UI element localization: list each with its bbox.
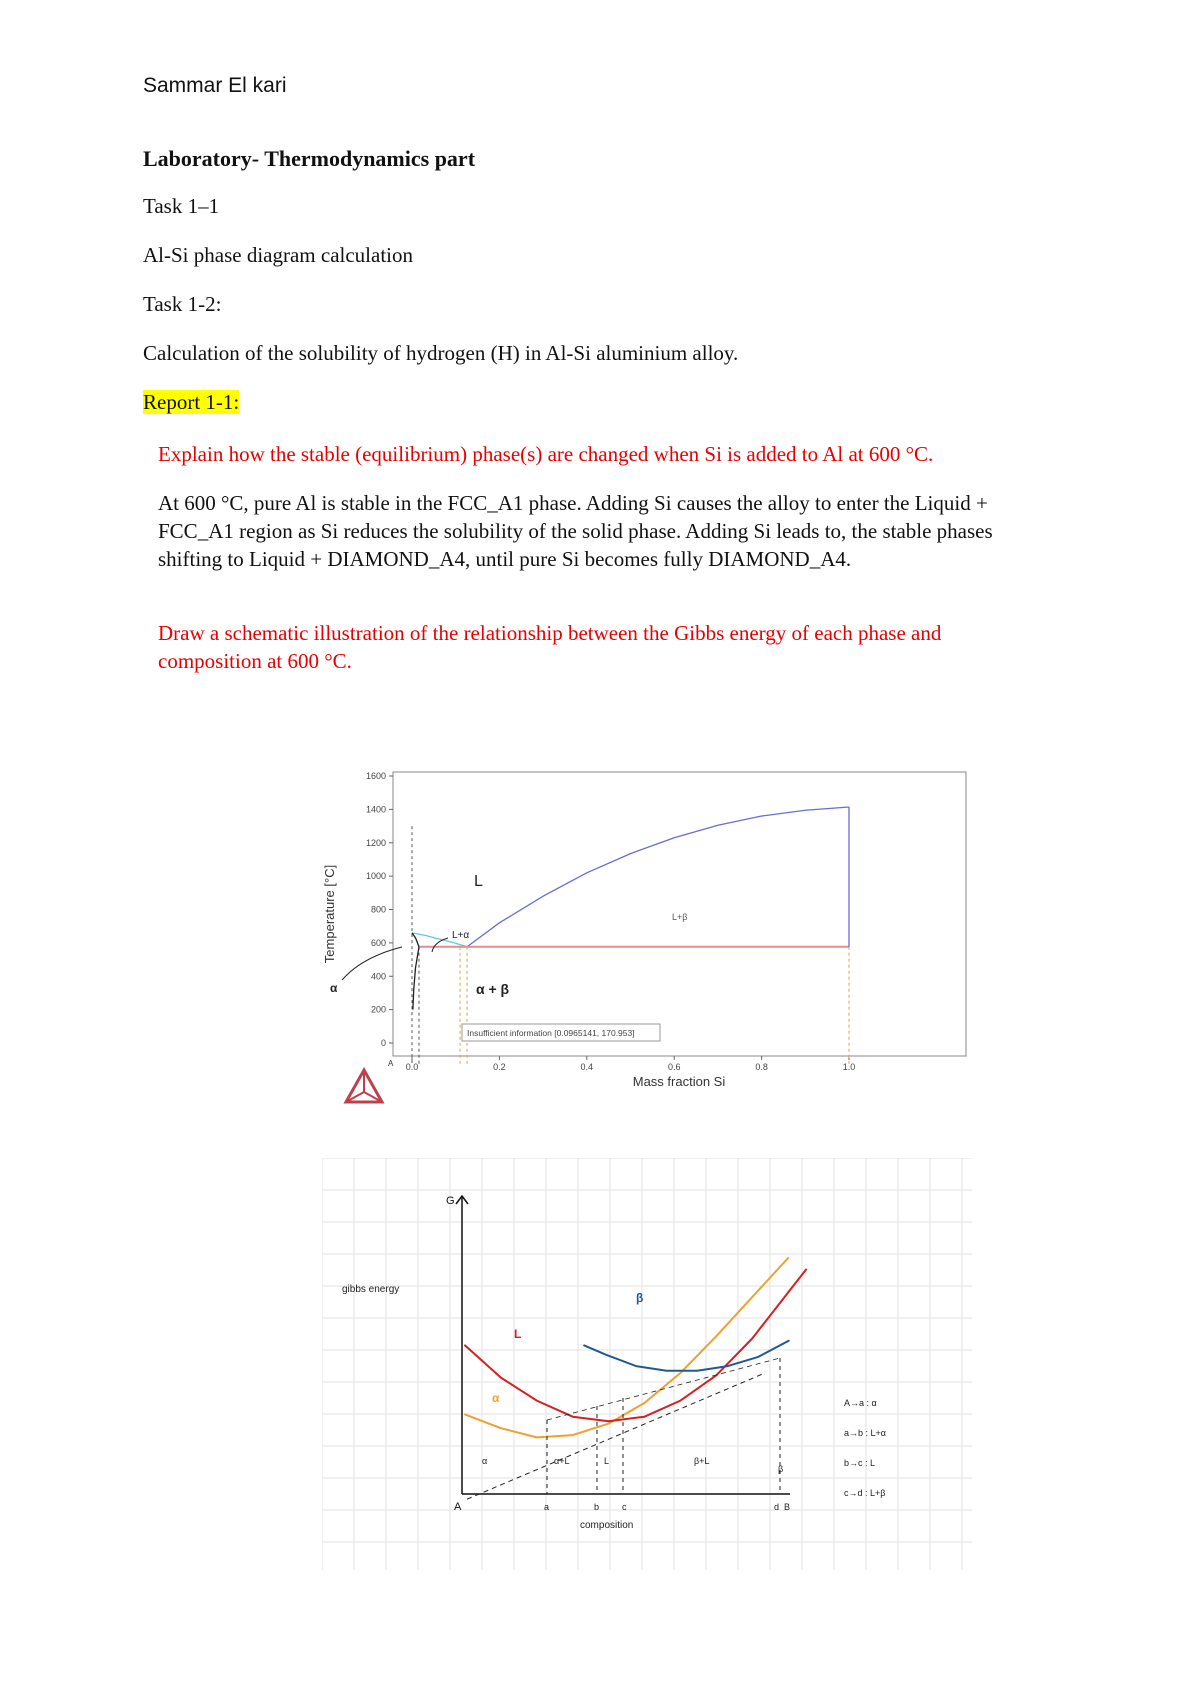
gibbs-y-label: gibbs energy <box>342 1284 400 1295</box>
region-alpha: α <box>482 1456 488 1466</box>
region-label-liquid: L <box>474 873 483 890</box>
legend-line-2: a→b : L+α <box>844 1428 886 1438</box>
question-1: Explain how the stable (equilibrium) phase(s) are changed when Si is added to Al at 600 °C. <box>158 442 934 466</box>
task-1-1-title: Task 1–1 <box>143 194 220 218</box>
author-name: Sammar El kari <box>143 74 287 97</box>
x-tick-label: 0.0 <box>405 1062 419 1072</box>
task-1-2-title: Task 1-2: <box>143 292 222 316</box>
report-label-highlight: Report 1-1: <box>143 390 240 414</box>
curve-label-beta: β <box>636 1291 644 1305</box>
region-label-alpha-beta: α + β <box>476 981 510 997</box>
gibbs-x-tick-d: d <box>774 1502 780 1512</box>
y-tick-label: 1600 <box>365 771 386 781</box>
y-tick-label: 800 <box>370 904 386 915</box>
gibbs-origin-label: A <box>454 1501 462 1513</box>
y-tick-label: 400 <box>370 971 386 982</box>
region-label-l-beta: L+β <box>672 912 688 922</box>
task-1-2-description: Calculation of the solubility of hydrogen (H) in Al-Si aluminium alloy. <box>143 341 739 365</box>
region-label-alpha: α <box>330 981 338 995</box>
info-box-text: Insufficient information [0.0965141, 170.953] <box>467 1028 635 1038</box>
y-tick-label: 600 <box>370 937 386 948</box>
phase-y-axis-label: Temperature [°C] <box>322 864 337 964</box>
gibbs-figure-background <box>322 1158 972 1570</box>
gibbs-x-tick-a: a <box>544 1502 550 1512</box>
y-tick-label: 1400 <box>365 804 386 815</box>
gibbs-x-label: composition <box>580 1520 634 1531</box>
legend-line-3: b→c : L <box>844 1458 876 1468</box>
x-tick-label: 0.4 <box>580 1062 594 1072</box>
y-tick-label: 1200 <box>365 837 386 848</box>
region-beta: β <box>778 1464 784 1474</box>
curve-label-L: L <box>514 1327 522 1341</box>
region-label-l-alpha: L+α <box>452 930 470 941</box>
x-tick-label: 0.6 <box>667 1062 681 1072</box>
gibbs-y-axis-letter: G <box>446 1195 455 1207</box>
phase-diagram-figure <box>322 762 972 1112</box>
report-label <box>143 390 239 415</box>
curve-label-alpha: α <box>492 1391 500 1405</box>
question-2: Draw a schematic illustration of the relationship between the Gibbs energy of each phase and composition at 600 °C. <box>158 621 942 673</box>
gibbs-energy-figure <box>322 1158 972 1570</box>
task-1-1-description: Al-Si phase diagram calculation <box>143 243 413 267</box>
x-tick-label: 1.0 <box>842 1062 856 1072</box>
gibbs-x-tick-b: b <box>594 1502 600 1512</box>
phase-x-axis-label: Mass fraction Si <box>632 1074 726 1089</box>
y-tick-label: 200 <box>370 1004 386 1015</box>
answer-1: At 600 °C, pure Al is stable in the FCC_A1 phase. Adding Si causes the alloy to enter the Liquid + FCC_A1 region as Si reduces the solubility of the solid phase. Adding Si leads to, the stable phases shifting to Liquid + DIAMOND_A4, until pure Si becomes fully DIAMOND_A4. <box>158 491 993 571</box>
document-heading: Laboratory- Thermodynamics part <box>143 146 476 171</box>
region-beta-L: β+L <box>694 1456 710 1466</box>
phase-corner-label: A <box>388 1059 394 1068</box>
y-tick-label: 0 <box>380 1038 386 1048</box>
gibbs-x-tick-B: B <box>784 1502 791 1512</box>
x-tick-label: 0.2 <box>493 1062 506 1072</box>
y-tick-label: 1000 <box>365 871 386 882</box>
legend-line-4: c→d : L+β <box>844 1488 886 1498</box>
phase-figure-background <box>322 762 972 1112</box>
gibbs-x-tick-c: c <box>622 1502 627 1512</box>
region-L: L <box>604 1456 610 1466</box>
legend-line-1: A→a : α <box>844 1398 877 1408</box>
region-alpha-L: α+L <box>554 1456 570 1466</box>
x-tick-label: 0.8 <box>755 1062 768 1072</box>
